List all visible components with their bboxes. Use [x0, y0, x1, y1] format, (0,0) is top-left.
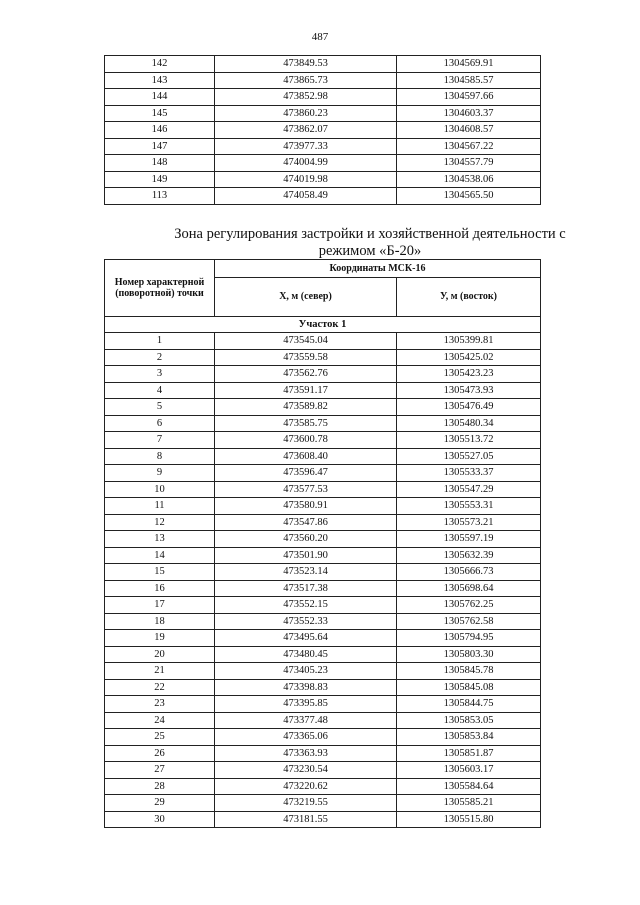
x-coordinate-cell: 473552.15 — [215, 597, 397, 614]
table-row — [105, 597, 541, 614]
x-coordinate-cell: 473562.76 — [215, 366, 397, 383]
point-number-cell: 13 — [105, 531, 215, 548]
y-coordinate-cell: 1305803.30 — [397, 646, 541, 663]
x-coordinate-cell: 473860.23 — [215, 105, 397, 122]
x-coordinate-cell: 474058.49 — [215, 188, 397, 205]
x-coordinate-cell: 473977.33 — [215, 138, 397, 155]
x-coordinate-cell: 473560.20 — [215, 531, 397, 548]
x-coordinate-cell: 473591.17 — [215, 382, 397, 399]
table-row — [105, 465, 541, 482]
point-number-cell: 26 — [105, 745, 215, 762]
table-row — [105, 745, 541, 762]
table-row — [105, 696, 541, 713]
point-number-cell: 16 — [105, 580, 215, 597]
table-row — [105, 56, 541, 73]
header-point-number: Номер характерной (поворотной) точки — [105, 260, 215, 317]
top-table-body — [105, 56, 541, 205]
table-row — [105, 448, 541, 465]
y-coordinate-cell: 1305844.75 — [397, 696, 541, 713]
point-number-cell: 145 — [105, 105, 215, 122]
point-number-cell: 22 — [105, 679, 215, 696]
table-row — [105, 171, 541, 188]
x-coordinate-cell: 473852.98 — [215, 89, 397, 106]
header-y: У, м (восток) — [397, 278, 541, 317]
y-coordinate-cell: 1305476.49 — [397, 399, 541, 416]
x-coordinate-cell: 473365.06 — [215, 729, 397, 746]
point-number-cell: 17 — [105, 597, 215, 614]
table-row — [105, 155, 541, 172]
point-number-cell: 24 — [105, 712, 215, 729]
y-coordinate-cell: 1305547.29 — [397, 481, 541, 498]
table-row — [105, 432, 541, 449]
table-row — [105, 382, 541, 399]
top-coordinates-table — [104, 55, 541, 205]
table-row — [105, 105, 541, 122]
y-coordinate-cell: 1305553.31 — [397, 498, 541, 515]
y-coordinate-cell: 1305585.21 — [397, 795, 541, 812]
x-coordinate-cell: 473220.62 — [215, 778, 397, 795]
y-coordinate-cell: 1305425.02 — [397, 349, 541, 366]
x-coordinate-cell: 473862.07 — [215, 122, 397, 139]
table-row — [105, 333, 541, 350]
x-coordinate-cell: 473865.73 — [215, 72, 397, 89]
x-coordinate-cell: 473377.48 — [215, 712, 397, 729]
point-number-cell: 4 — [105, 382, 215, 399]
table-row — [105, 646, 541, 663]
x-coordinate-cell: 473405.23 — [215, 663, 397, 680]
x-coordinate-cell: 473589.82 — [215, 399, 397, 416]
y-coordinate-cell: 1305480.34 — [397, 415, 541, 432]
point-number-cell: 6 — [105, 415, 215, 432]
x-coordinate-cell: 473398.83 — [215, 679, 397, 696]
table-row — [105, 547, 541, 564]
x-coordinate-cell: 473363.93 — [215, 745, 397, 762]
table-row — [105, 613, 541, 630]
y-coordinate-cell: 1304569.91 — [397, 56, 541, 73]
x-coordinate-cell: 474019.98 — [215, 171, 397, 188]
section-label: Участок 1 — [105, 317, 541, 333]
table-row — [105, 72, 541, 89]
x-coordinate-cell: 473523.14 — [215, 564, 397, 581]
point-number-cell: 15 — [105, 564, 215, 581]
y-coordinate-cell: 1304557.79 — [397, 155, 541, 172]
table-row — [105, 531, 541, 548]
x-coordinate-cell: 473495.64 — [215, 630, 397, 647]
y-coordinate-cell: 1305698.64 — [397, 580, 541, 597]
table-row — [105, 349, 541, 366]
table-row — [105, 514, 541, 531]
point-number-cell: 30 — [105, 811, 215, 828]
point-number-cell: 5 — [105, 399, 215, 416]
y-coordinate-cell: 1304538.06 — [397, 171, 541, 188]
y-coordinate-cell: 1305845.08 — [397, 679, 541, 696]
table-row — [105, 712, 541, 729]
x-coordinate-cell: 473559.58 — [215, 349, 397, 366]
table-row — [105, 729, 541, 746]
x-coordinate-cell: 473596.47 — [215, 465, 397, 482]
point-number-cell: 21 — [105, 663, 215, 680]
y-coordinate-cell: 1305794.95 — [397, 630, 541, 647]
point-number-cell: 7 — [105, 432, 215, 449]
point-number-cell: 146 — [105, 122, 215, 139]
point-number-cell: 9 — [105, 465, 215, 482]
zone-coordinates-table — [104, 259, 541, 828]
y-coordinate-cell: 1305527.05 — [397, 448, 541, 465]
y-coordinate-cell: 1305473.93 — [397, 382, 541, 399]
table-row — [105, 481, 541, 498]
table-row — [105, 580, 541, 597]
x-coordinate-cell: 473230.54 — [215, 762, 397, 779]
x-coordinate-cell: 473577.53 — [215, 481, 397, 498]
table-row — [105, 366, 541, 383]
y-coordinate-cell: 1305573.21 — [397, 514, 541, 531]
y-coordinate-cell: 1304608.57 — [397, 122, 541, 139]
x-coordinate-cell: 473501.90 — [215, 547, 397, 564]
table-row — [105, 663, 541, 680]
x-coordinate-cell: 473545.04 — [215, 333, 397, 350]
x-coordinate-cell: 473219.55 — [215, 795, 397, 812]
table-row — [105, 138, 541, 155]
point-number-cell: 143 — [105, 72, 215, 89]
x-coordinate-cell: 473547.86 — [215, 514, 397, 531]
table-row — [105, 795, 541, 812]
y-coordinate-cell: 1305762.25 — [397, 597, 541, 614]
y-coordinate-cell: 1304585.57 — [397, 72, 541, 89]
point-number-cell: 147 — [105, 138, 215, 155]
point-number-cell: 18 — [105, 613, 215, 630]
table-row — [105, 762, 541, 779]
x-coordinate-cell: 474004.99 — [215, 155, 397, 172]
y-coordinate-cell: 1304565.50 — [397, 188, 541, 205]
point-number-cell: 144 — [105, 89, 215, 106]
point-number-cell: 149 — [105, 171, 215, 188]
x-coordinate-cell: 473517.38 — [215, 580, 397, 597]
y-coordinate-cell: 1305853.05 — [397, 712, 541, 729]
table-row — [105, 679, 541, 696]
point-number-cell: 29 — [105, 795, 215, 812]
point-number-cell: 12 — [105, 514, 215, 531]
y-coordinate-cell: 1305853.84 — [397, 729, 541, 746]
y-coordinate-cell: 1304603.37 — [397, 105, 541, 122]
table-row — [105, 188, 541, 205]
table-row — [105, 415, 541, 432]
header-x: X, м (север) — [215, 278, 397, 317]
point-number-cell: 3 — [105, 366, 215, 383]
table-header — [105, 260, 541, 317]
y-coordinate-cell: 1305851.87 — [397, 745, 541, 762]
point-number-cell: 14 — [105, 547, 215, 564]
table-row — [105, 811, 541, 828]
y-coordinate-cell: 1305845.78 — [397, 663, 541, 680]
x-coordinate-cell: 473585.75 — [215, 415, 397, 432]
x-coordinate-cell: 473395.85 — [215, 696, 397, 713]
y-coordinate-cell: 1305513.72 — [397, 432, 541, 449]
table-row — [105, 778, 541, 795]
x-coordinate-cell: 473181.55 — [215, 811, 397, 828]
y-coordinate-cell: 1305584.64 — [397, 778, 541, 795]
point-number-cell: 148 — [105, 155, 215, 172]
y-coordinate-cell: 1305423.23 — [397, 366, 541, 383]
x-coordinate-cell: 473552.33 — [215, 613, 397, 630]
x-coordinate-cell: 473480.45 — [215, 646, 397, 663]
header-coordinates: Координаты МСК-16 — [215, 260, 541, 278]
point-number-cell: 2 — [105, 349, 215, 366]
y-coordinate-cell: 1305632.39 — [397, 547, 541, 564]
x-coordinate-cell: 473849.53 — [215, 56, 397, 73]
y-coordinate-cell: 1305666.73 — [397, 564, 541, 581]
point-number-cell: 11 — [105, 498, 215, 515]
x-coordinate-cell: 473608.40 — [215, 448, 397, 465]
page-number: 487 — [311, 31, 329, 43]
point-number-cell: 142 — [105, 56, 215, 73]
point-number-cell: 20 — [105, 646, 215, 663]
table-row — [105, 399, 541, 416]
table-row — [105, 498, 541, 515]
table-row — [105, 89, 541, 106]
point-number-cell: 27 — [105, 762, 215, 779]
point-number-cell: 19 — [105, 630, 215, 647]
table-row — [105, 122, 541, 139]
y-coordinate-cell: 1304597.66 — [397, 89, 541, 106]
section-row — [105, 317, 541, 333]
point-number-cell: 23 — [105, 696, 215, 713]
table-row — [105, 630, 541, 647]
point-number-cell: 25 — [105, 729, 215, 746]
y-coordinate-cell: 1304567.22 — [397, 138, 541, 155]
y-coordinate-cell: 1305533.37 — [397, 465, 541, 482]
y-coordinate-cell: 1305515.80 — [397, 811, 541, 828]
table-row — [105, 564, 541, 581]
y-coordinate-cell: 1305597.19 — [397, 531, 541, 548]
point-number-cell: 8 — [105, 448, 215, 465]
point-number-cell: 1 — [105, 333, 215, 350]
point-number-cell: 10 — [105, 481, 215, 498]
zone-title: Зона регулирования застройки и хозяйственной деятельности с режимом «Б-20» — [174, 226, 566, 259]
y-coordinate-cell: 1305762.58 — [397, 613, 541, 630]
zone-table-body — [105, 317, 541, 828]
y-coordinate-cell: 1305399.81 — [397, 333, 541, 350]
point-number-cell: 113 — [105, 188, 215, 205]
point-number-cell: 28 — [105, 778, 215, 795]
y-coordinate-cell: 1305603.17 — [397, 762, 541, 779]
x-coordinate-cell: 473600.78 — [215, 432, 397, 449]
x-coordinate-cell: 473580.91 — [215, 498, 397, 515]
